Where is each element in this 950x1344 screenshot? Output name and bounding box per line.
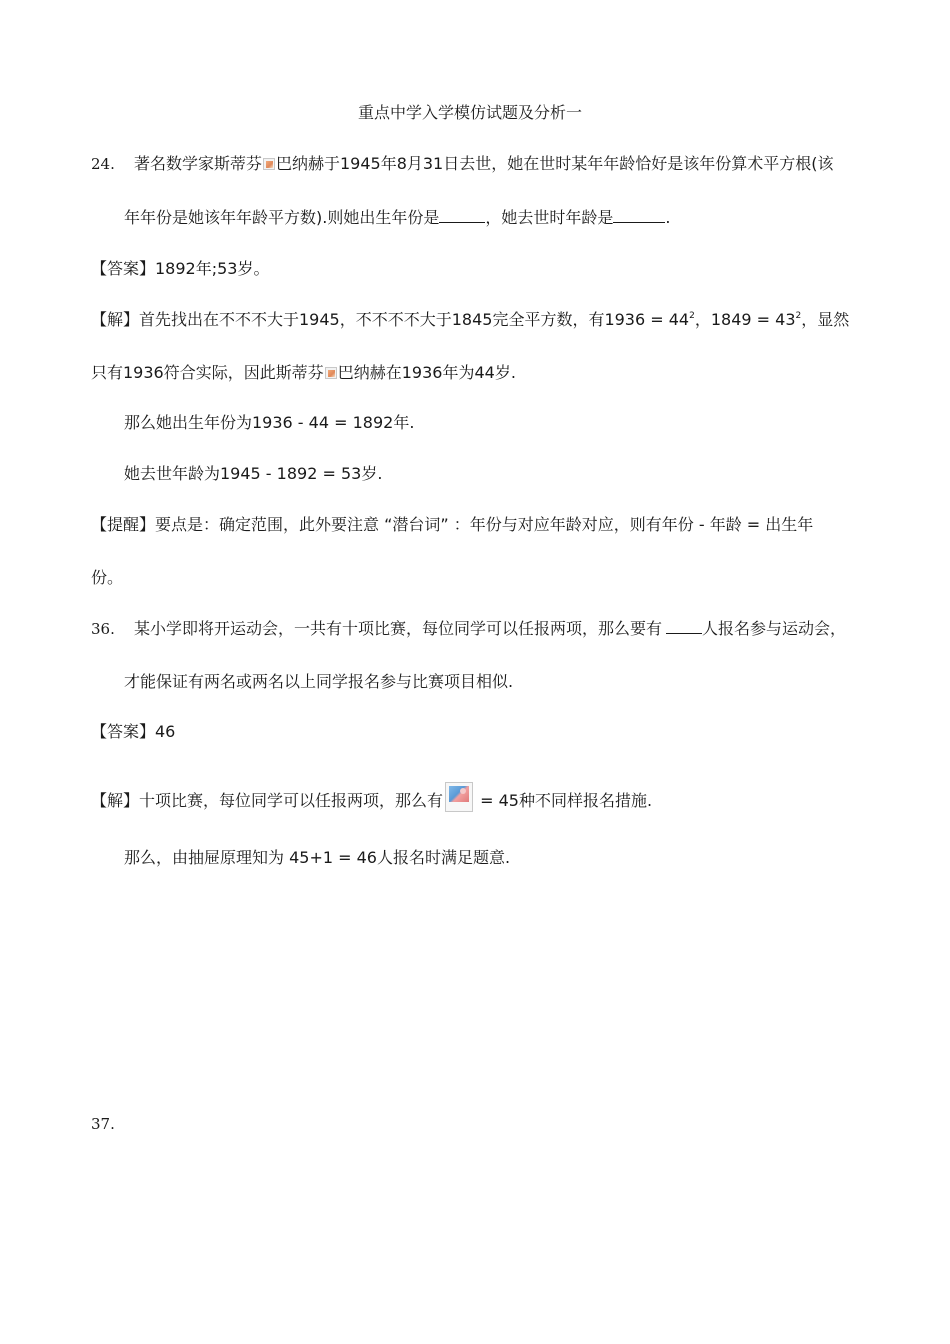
question-text: ，她去世时年龄是 xyxy=(485,208,614,227)
question-text: 某小学即将开运动会，一共有十项比赛，每位同学可以任报两项，那么要有 xyxy=(133,619,662,638)
question-36-line2: 才能保证有两名或两名以上同学报名参与比赛项目相似. xyxy=(124,672,514,691)
solution-text: 只有1936符合实际，因此斯蒂芬 xyxy=(91,363,324,382)
answer-24: 【答案】1892年;53岁。 xyxy=(91,259,270,278)
broken-image-icon xyxy=(263,158,275,170)
exponent: 2 xyxy=(689,311,695,321)
solution-24-line2 xyxy=(91,363,516,383)
question-number: 24. xyxy=(91,155,115,173)
solution-text: 【解】十项比赛，每位同学可以任报两项，那么有 xyxy=(91,791,444,810)
question-text: 人报名参与运动会， xyxy=(701,619,846,638)
question-text: 巴纳赫于1945年8月31日去世，她在世时某年年龄恰好是该年份算术平方根(该 xyxy=(275,154,834,173)
question-37 xyxy=(91,1114,115,1134)
tip-24-line1: 【提醒】要点是：确定范围，此外要注意 “潜台词” ：年份与对应年龄对应，则有年份 - 年龄 = 出生年 xyxy=(91,515,814,534)
solution-24-line4: 她去世年龄为1945 - 1892 = 53岁. xyxy=(124,464,383,483)
question-24-line2 xyxy=(124,208,670,228)
answer-36: 【答案】46 xyxy=(91,722,176,741)
question-number: 37. xyxy=(91,1115,115,1133)
solution-24-line1 xyxy=(91,310,849,330)
solution-text: 巴纳赫在1936年为44岁. xyxy=(337,363,516,382)
question-text: . xyxy=(665,208,671,227)
question-36-line1 xyxy=(91,619,846,639)
solution-36-line1 xyxy=(91,782,652,812)
solution-36-line2: 那么，由抽屉原理知为 45+1 = 46人报名时满足题意. xyxy=(124,848,511,867)
exponent: 2 xyxy=(795,311,802,321)
solution-24-line3: 那么她出生年份为1936 - 44 = 1892年. xyxy=(124,413,415,432)
broken-image-icon xyxy=(325,367,337,379)
solution-text: ，1849 = 43 xyxy=(694,310,796,329)
answer-blank xyxy=(439,208,485,223)
question-text: 年年份是她该年年龄平方数).则她出生年份是 xyxy=(124,208,440,227)
answer-blank xyxy=(666,619,702,634)
formula-image-icon xyxy=(445,782,473,812)
solution-text: 【解】首先找出在不不不大于1945，不不不不大于1845完全平方数，有1936 = 44 xyxy=(91,310,690,329)
question-text: 著名数学家斯蒂芬 xyxy=(133,154,262,173)
solution-text: = 45种不同样报名措施. xyxy=(475,791,653,810)
question-24-line1 xyxy=(91,154,833,174)
tip-24-line2: 份。 xyxy=(91,568,124,587)
page-title: 重点中学入学模仿试题及分析一 xyxy=(358,103,583,122)
answer-blank xyxy=(613,208,665,223)
question-number: 36. xyxy=(91,620,115,638)
solution-text: ，显然 xyxy=(801,310,850,329)
